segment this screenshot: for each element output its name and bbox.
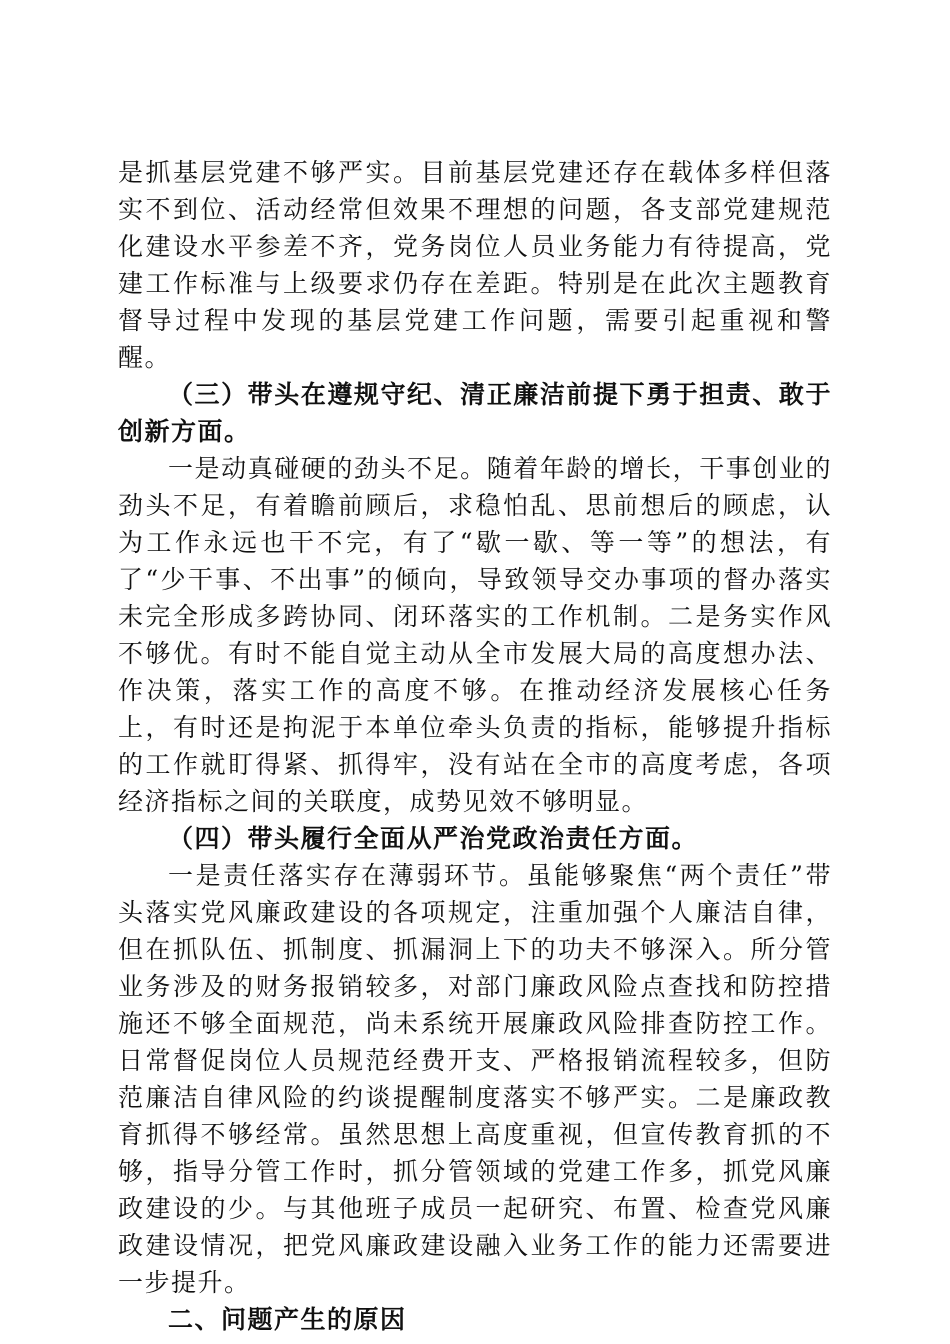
- document-body: [118, 154, 832, 1338]
- section-subheading-four: （四）带头履行全面从严治党政治责任方面。: [168, 824, 699, 853]
- paragraph-body: 一是动真碰硬的劲头不足。随着年龄的增长，干事创业的劲头不足，有着瞻前顾后，求稳怕乱、思前想后的顾虑，认为工作永远也干不完，有了“歇一歇、等一等”的想法，有了“少干事、不出事”的倾向，导致领导交办事项的督办落实未完全形成多跨协同、闭环落实的工作机制。二是务实作风不够优。有时不能自觉主动从全市发展大局的高度想办法、作决策，落实工作的高度不够。在推动经济发展核心任务上，有时还是拘泥于本单位牵头负责的指标，能够提升指标的工作就盯得紧、抓得牢，没有站在全市的高度考虑，各项经济指标之间的关联度，成势见效不够明显。: [118, 454, 832, 816]
- section-subheading-three: （三）带头在遵规守纪、清正廉洁前提下勇于担责、敢于创新方面。: [118, 380, 832, 446]
- section-heading-two: 二、问题产生的原因: [168, 1305, 407, 1334]
- paragraph-body: 一是责任落实存在薄弱环节。虽能够聚焦“两个责任”带头落实党风廉政建设的各项规定，注重加强个人廉洁自律，但在抓队伍、抓制度、抓漏洞上下的功夫不够深入。所分管业务涉及的财务报销较多，对部门廉政风险点查找和防控措施还不够全面规范，尚未系统开展廉政风险排查防控工作。日常督促岗位人员规范经费开支、严格报销流程较多，但防范廉洁自律风险的约谈提醒制度落实不够严实。二是廉政教育抓得不够经常。虽然思想上高度重视，但宣传教育抓的不够，指导分管工作时，抓分管领域的党建工作多，抓党风廉政建设的少。与其他班子成员一起研究、布置、检查党风廉政建设情况，把党风廉政建设融入业务工作的能力还需要进一步提升。: [118, 861, 832, 1297]
- paragraph-continued: 是抓基层党建不够严实。目前基层党建还存在载体多样但落实不到位、活动经常但效果不理想的问题，各支部党建规范化建设水平参差不齐，党务岗位人员业务能力有待提高，党建工作标准与上级要求仍存在差距。特别是在此次主题教育督导过程中发现的基层党建工作问题，需要引起重视和警醒。: [118, 158, 832, 372]
